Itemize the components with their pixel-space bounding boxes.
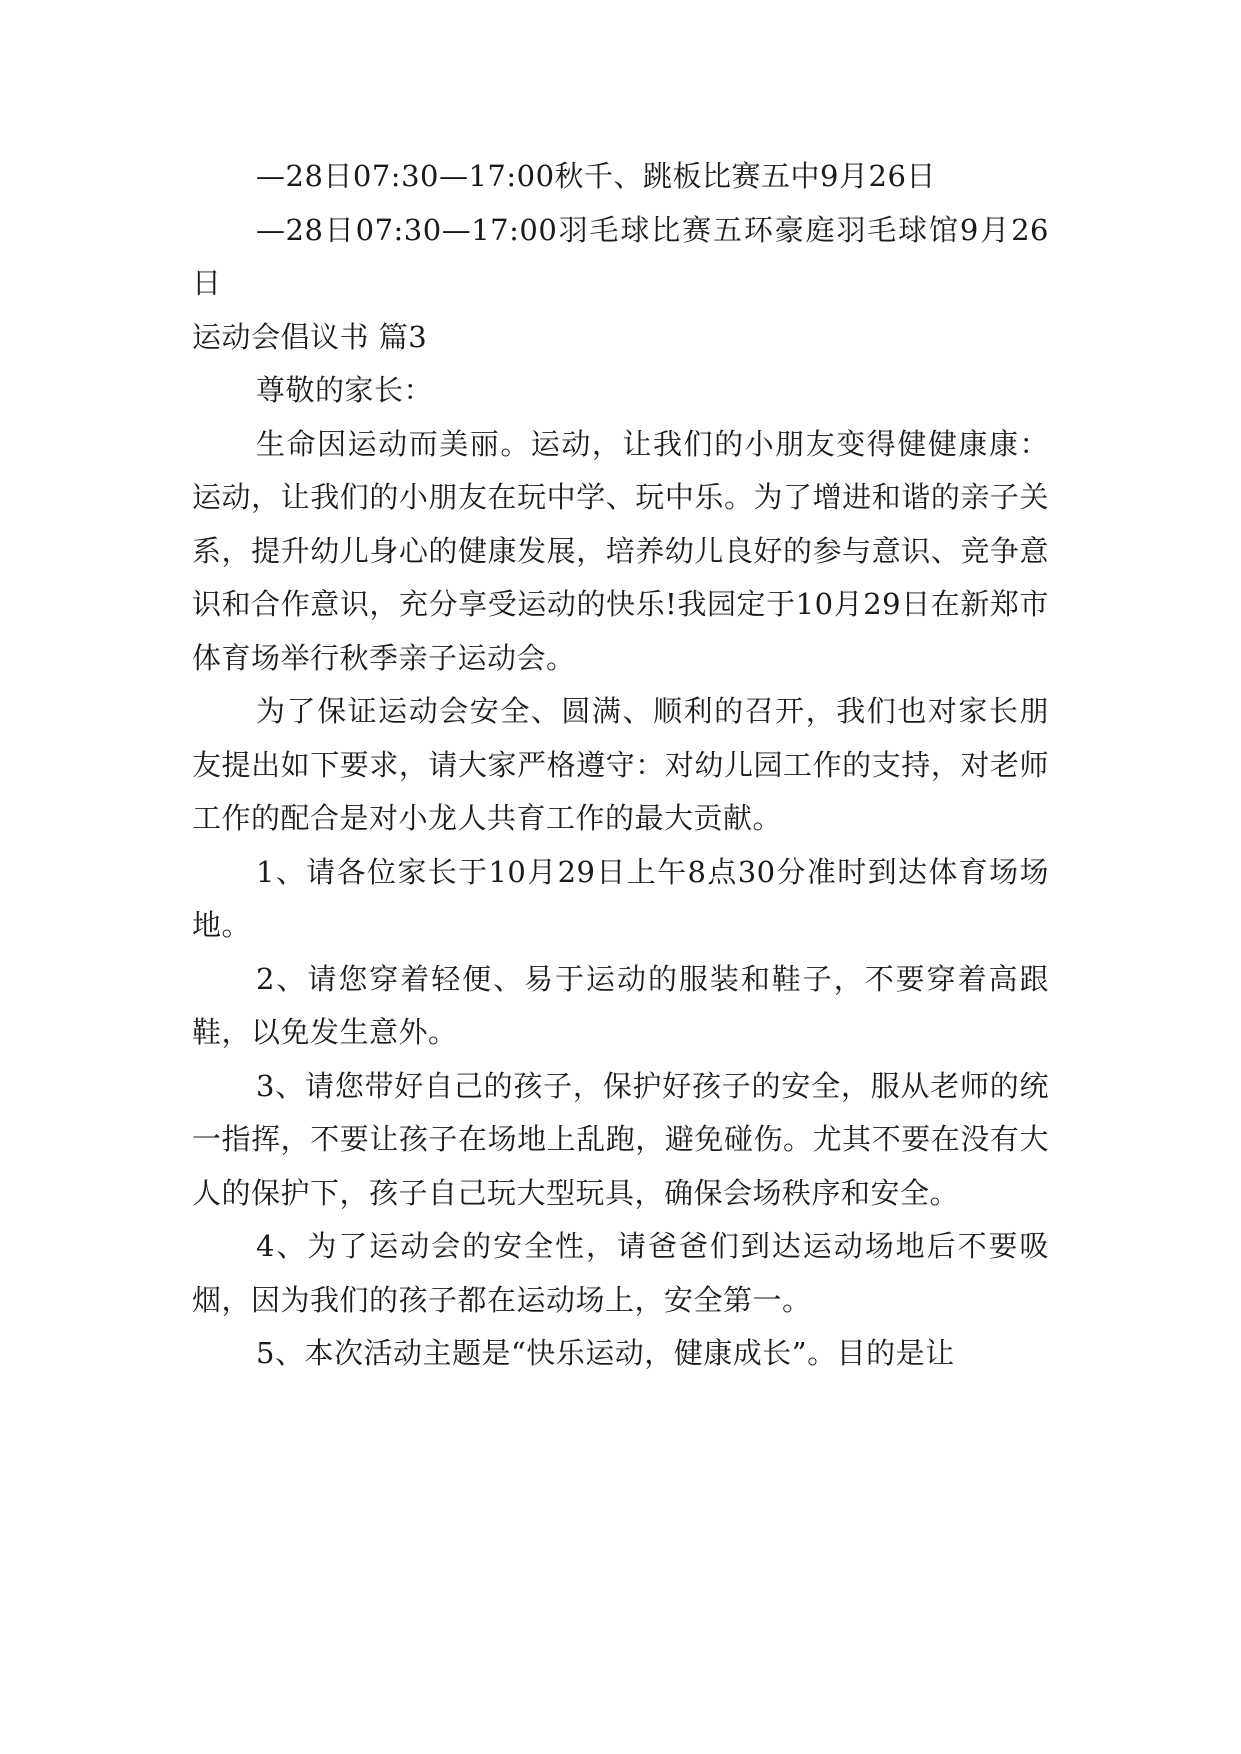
body-paragraph-intro: 生命因运动而美丽。运动，让我们的小朋友变得健健康康：运动，让我们的小朋友在玩中学、玩中乐。为了增进和谐的亲子关系，提升幼儿身心的健康发展，培养幼儿良好的参与意识、竞争意识和合作意识，充分享受运动的快乐!我园定于10月29日在新郑市体育场举行秋季亲子运动会。 — [192, 426, 1049, 675]
list-item-5: 5、本次活动主题是“快乐运动，健康成长”。目的是让 — [256, 1336, 955, 1370]
list-item-2: 2、请您穿着轻便、易于运动的服装和鞋子，不要穿着高跟鞋，以免发生意外。 — [192, 961, 1049, 1049]
list-item-3: 3、请您带好自己的孩子，保护好孩子的安全，服从老师的统一指挥，不要让孩子在场地上乱跑，避免碰伤。尤其不要在没有大人的保护下，孩子自己玩大型玩具，确保会场秩序和安全。 — [192, 1068, 1049, 1210]
section-title: 运动会倡议书 篇3 — [192, 319, 428, 354]
list-item-1: 1、请各位家长于10月29日上午8点30分准时到达体育场场地。 — [192, 854, 1049, 942]
document-page — [192, 150, 1049, 1381]
salutation: 尊敬的家长： — [256, 373, 434, 407]
schedule-line-1: —28日07:30—17:00秋千、跳板比赛五中9月26日 — [256, 159, 936, 193]
schedule-line-2: —28日07:30—17:00羽毛球比赛五环豪庭羽毛球馆9月26日 — [192, 212, 1049, 300]
body-paragraph-requirements: 为了保证运动会安全、圆满、顺利的召开，我们也对家长朋友提出如下要求，请大家严格遵守：对幼儿园工作的支持，对老师工作的配合是对小龙人共育工作的最大贡献。 — [192, 694, 1049, 835]
list-item-4: 4、为了运动会的安全性，请爸爸们到达运动场地后不要吸烟，因为我们的孩子都在运动场上，安全第一。 — [192, 1229, 1049, 1317]
